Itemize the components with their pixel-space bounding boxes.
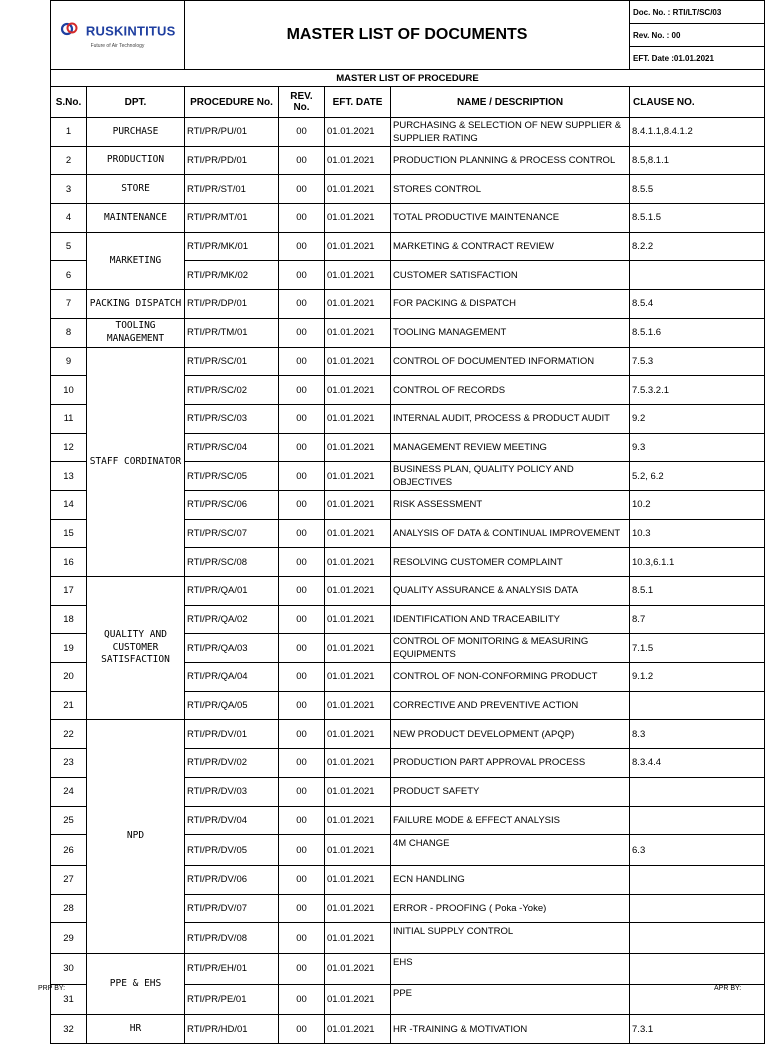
row-eft-date: 01.01.2021: [325, 1015, 391, 1044]
row-description: PRODUCTION PLANNING & PROCESS CONTROL: [391, 146, 630, 175]
row-description: TOTAL PRODUCTIVE MAINTENANCE: [391, 204, 630, 233]
document-sheet: [38, 0, 764, 1035]
eft-date: EFT. Date :01.01.2021: [630, 47, 765, 70]
table-row: [51, 318, 765, 347]
row-sno: 17: [51, 577, 87, 606]
row-procedure-no: RTI/PR/ST/01: [185, 175, 279, 204]
row-eft-date: 01.01.2021: [325, 984, 391, 1015]
row-procedure-no: RTI/PR/DP/01: [185, 290, 279, 319]
row-description: PRODUCTION PART APPROVAL PROCESS: [391, 749, 630, 778]
row-sno: 11: [51, 404, 87, 433]
row-description: BUSINESS PLAN, QUALITY POLICY AND OBJECTIVES: [391, 462, 630, 491]
row-procedure-no: RTI/PR/SC/07: [185, 519, 279, 548]
row-clause-no: 8.4.1.1,8.4.1.2: [630, 118, 765, 147]
row-eft-date: 01.01.2021: [325, 519, 391, 548]
row-procedure-no: RTI/PR/QA/01: [185, 577, 279, 606]
row-description: HR -TRAINING & MOTIVATION: [391, 1015, 630, 1044]
row-procedure-no: RTI/PR/MK/02: [185, 261, 279, 290]
row-clause-no: 8.3.4.4: [630, 749, 765, 778]
row-procedure-no: RTI/PR/SC/04: [185, 433, 279, 462]
row-description: TOOLING MANAGEMENT: [391, 318, 630, 347]
row-eft-date: 01.01.2021: [325, 318, 391, 347]
row-procedure-no: RTI/PR/DV/03: [185, 777, 279, 806]
row-procedure-no: RTI/PR/HD/01: [185, 1015, 279, 1044]
row-rev-no: 00: [279, 433, 325, 462]
row-eft-date: 01.01.2021: [325, 462, 391, 491]
row-sno: 23: [51, 749, 87, 778]
col-header-eft-date: EFT. DATE: [325, 87, 391, 118]
doc-no: Doc. No. : RTI/LT/SC/03: [630, 1, 765, 24]
row-clause-no: 8.7: [630, 605, 765, 634]
row-description: IDENTIFICATION AND TRACEABILITY: [391, 605, 630, 634]
row-description: ECN HANDLING: [391, 865, 630, 894]
row-description: CUSTOMER SATISFACTION: [391, 261, 630, 290]
row-eft-date: 01.01.2021: [325, 146, 391, 175]
row-description: RESOLVING CUSTOMER COMPLAINT: [391, 548, 630, 577]
row-description: PURCHASING & SELECTION OF NEW SUPPLIER & SUPPLIER RATING: [391, 118, 630, 147]
row-eft-date: 01.01.2021: [325, 923, 391, 954]
row-description: MANAGEMENT REVIEW MEETING: [391, 433, 630, 462]
row-procedure-no: RTI/PR/SC/06: [185, 490, 279, 519]
row-eft-date: 01.01.2021: [325, 490, 391, 519]
row-procedure-no: RTI/PR/EH/01: [185, 953, 279, 984]
row-rev-no: 00: [279, 1015, 325, 1044]
row-procedure-no: RTI/PR/DV/07: [185, 894, 279, 923]
row-rev-no: 00: [279, 146, 325, 175]
row-eft-date: 01.01.2021: [325, 175, 391, 204]
row-sno: 20: [51, 663, 87, 692]
column-headers: [51, 87, 765, 118]
row-eft-date: 01.01.2021: [325, 777, 391, 806]
row-rev-no: 00: [279, 376, 325, 405]
row-sno: 10: [51, 376, 87, 405]
row-eft-date: 01.01.2021: [325, 347, 391, 376]
row-eft-date: 01.01.2021: [325, 204, 391, 233]
row-rev-no: 00: [279, 720, 325, 749]
row-clause-no: 8.5.1.6: [630, 318, 765, 347]
row-sno: 24: [51, 777, 87, 806]
rev-no: Rev. No. : 00: [630, 24, 765, 47]
row-sno: 27: [51, 865, 87, 894]
row-procedure-no: RTI/PR/SC/05: [185, 462, 279, 491]
row-clause-no: [630, 984, 765, 1015]
row-description: CONTROL OF RECORDS: [391, 376, 630, 405]
row-eft-date: 01.01.2021: [325, 376, 391, 405]
row-clause-no: 10.3,6.1.1: [630, 548, 765, 577]
row-procedure-no: RTI/PR/SC/01: [185, 347, 279, 376]
table-row: [51, 204, 765, 233]
row-sno: 32: [51, 1015, 87, 1044]
row-clause-no: 9.2: [630, 404, 765, 433]
row-sno: 18: [51, 605, 87, 634]
col-header-description: NAME / DESCRIPTION: [391, 87, 630, 118]
row-rev-no: 00: [279, 894, 325, 923]
table-row: [51, 347, 765, 376]
approved-by-label: APR BY:: [714, 985, 742, 992]
row-clause-no: 8.5.1.5: [630, 204, 765, 233]
row-description: CONTROL OF DOCUMENTED INFORMATION: [391, 347, 630, 376]
row-sno: 3: [51, 175, 87, 204]
row-sno: 22: [51, 720, 87, 749]
row-rev-no: 00: [279, 634, 325, 663]
row-procedure-no: RTI/PR/QA/03: [185, 634, 279, 663]
row-department: PPE & EHS: [87, 953, 185, 1014]
row-rev-no: 00: [279, 548, 325, 577]
row-eft-date: 01.01.2021: [325, 290, 391, 319]
row-department: MARKETING: [87, 232, 185, 289]
row-procedure-no: RTI/PR/QA/04: [185, 663, 279, 692]
row-clause-no: 9.3: [630, 433, 765, 462]
row-rev-no: 00: [279, 806, 325, 835]
row-description: QUALITY ASSURANCE & ANALYSIS DATA: [391, 577, 630, 606]
row-clause-no: [630, 894, 765, 923]
row-eft-date: 01.01.2021: [325, 605, 391, 634]
row-clause-no: [630, 953, 765, 984]
row-sno: 21: [51, 691, 87, 720]
row-sno: 2: [51, 146, 87, 175]
row-eft-date: 01.01.2021: [325, 548, 391, 577]
row-procedure-no: RTI/PR/DV/06: [185, 865, 279, 894]
row-procedure-no: RTI/PR/QA/02: [185, 605, 279, 634]
row-clause-no: 7.1.5: [630, 634, 765, 663]
row-clause-no: [630, 691, 765, 720]
row-sno: 8: [51, 318, 87, 347]
row-rev-no: 00: [279, 691, 325, 720]
row-sno: 7: [51, 290, 87, 319]
row-description: INTERNAL AUDIT, PROCESS & PRODUCT AUDIT: [391, 404, 630, 433]
col-header-procedure-no: PROCEDURE No.: [185, 87, 279, 118]
row-sno: 16: [51, 548, 87, 577]
row-clause-no: 8.5.5: [630, 175, 765, 204]
row-procedure-no: RTI/PR/DV/08: [185, 923, 279, 954]
row-eft-date: 01.01.2021: [325, 749, 391, 778]
col-header-rev-no: REV. No.: [279, 87, 325, 118]
row-sno: 26: [51, 835, 87, 866]
row-department: STAFF CORDINATOR: [87, 347, 185, 577]
row-clause-no: 10.2: [630, 490, 765, 519]
header-table: [50, 0, 765, 1044]
row-rev-no: 00: [279, 290, 325, 319]
row-procedure-no: RTI/PR/PU/01: [185, 118, 279, 147]
row-description: ANALYSIS OF DATA & CONTINUAL IMPROVEMENT: [391, 519, 630, 548]
row-description: NEW PRODUCT DEVELOPMENT (APQP): [391, 720, 630, 749]
row-sno: 6: [51, 261, 87, 290]
row-procedure-no: RTI/PR/TM/01: [185, 318, 279, 347]
col-header-sno: S.No.: [51, 87, 87, 118]
row-rev-no: 00: [279, 175, 325, 204]
row-eft-date: 01.01.2021: [325, 261, 391, 290]
row-eft-date: 01.01.2021: [325, 720, 391, 749]
col-header-clause-no: CLAUSE NO.: [630, 87, 765, 118]
table-row: [51, 577, 765, 606]
row-description: ERROR - PROOFING ( Poka -Yoke): [391, 894, 630, 923]
row-sno: 13: [51, 462, 87, 491]
row-rev-no: 00: [279, 984, 325, 1015]
row-eft-date: 01.01.2021: [325, 634, 391, 663]
row-clause-no: [630, 806, 765, 835]
table-row: [51, 1015, 765, 1044]
row-eft-date: 01.01.2021: [325, 118, 391, 147]
row-sno: 30: [51, 953, 87, 984]
row-description: FOR PACKING & DISPATCH: [391, 290, 630, 319]
row-department: HR: [87, 1015, 185, 1044]
row-department: MAINTENANCE: [87, 204, 185, 233]
row-sno: 31: [51, 984, 87, 1015]
row-clause-no: 6.3: [630, 835, 765, 866]
row-description: FAILURE MODE & EFFECT ANALYSIS: [391, 806, 630, 835]
row-description: 4M CHANGE: [391, 835, 630, 866]
row-rev-no: 00: [279, 261, 325, 290]
row-rev-no: 00: [279, 462, 325, 491]
row-eft-date: 01.01.2021: [325, 894, 391, 923]
row-department: TOOLING MANAGEMENT: [87, 318, 185, 347]
row-eft-date: 01.01.2021: [325, 433, 391, 462]
row-eft-date: 01.01.2021: [325, 865, 391, 894]
table-row: [51, 720, 765, 749]
row-rev-no: 00: [279, 953, 325, 984]
row-rev-no: 00: [279, 318, 325, 347]
row-clause-no: 9.1.2: [630, 663, 765, 692]
row-procedure-no: RTI/PR/PE/01: [185, 984, 279, 1015]
row-procedure-no: RTI/PR/MT/01: [185, 204, 279, 233]
row-eft-date: 01.01.2021: [325, 691, 391, 720]
row-department: PRODUCTION: [87, 146, 185, 175]
table-row: [51, 290, 765, 319]
row-eft-date: 01.01.2021: [325, 577, 391, 606]
row-procedure-no: RTI/PR/QA/05: [185, 691, 279, 720]
row-rev-no: 00: [279, 118, 325, 147]
page-title: MASTER LIST OF DOCUMENTS: [185, 1, 630, 70]
row-sno: 5: [51, 232, 87, 261]
row-clause-no: 8.5,8.1.1: [630, 146, 765, 175]
row-rev-no: 00: [279, 605, 325, 634]
row-rev-no: 00: [279, 232, 325, 261]
row-rev-no: 00: [279, 749, 325, 778]
logo-tagline: Future of Air Technology: [90, 43, 145, 49]
row-sno: 14: [51, 490, 87, 519]
col-header-dept: DPT.: [87, 87, 185, 118]
row-eft-date: 01.01.2021: [325, 404, 391, 433]
row-sno: 4: [51, 204, 87, 233]
row-procedure-no: RTI/PR/SC/08: [185, 548, 279, 577]
row-eft-date: 01.01.2021: [325, 232, 391, 261]
row-rev-no: 00: [279, 519, 325, 548]
table-row: [51, 146, 765, 175]
row-description: MARKETING & CONTRACT REVIEW: [391, 232, 630, 261]
table-row: [51, 118, 765, 147]
company-logo: [51, 1, 185, 70]
row-rev-no: 00: [279, 923, 325, 954]
row-rev-no: 00: [279, 777, 325, 806]
row-description: EHS: [391, 953, 630, 984]
row-rev-no: 00: [279, 835, 325, 866]
row-description: INITIAL SUPPLY CONTROL: [391, 923, 630, 954]
row-sno: 19: [51, 634, 87, 663]
row-procedure-no: RTI/PR/SC/03: [185, 404, 279, 433]
row-description: CONTROL OF MONITORING & MEASURING EQUIPMENTS: [391, 634, 630, 663]
row-rev-no: 00: [279, 404, 325, 433]
row-rev-no: 00: [279, 204, 325, 233]
row-department: PACKING DISPATCH: [87, 290, 185, 319]
row-clause-no: 5.2, 6.2: [630, 462, 765, 491]
row-sno: 9: [51, 347, 87, 376]
row-clause-no: [630, 261, 765, 290]
row-procedure-no: RTI/PR/DV/05: [185, 835, 279, 866]
row-procedure-no: RTI/PR/DV/01: [185, 720, 279, 749]
row-eft-date: 01.01.2021: [325, 835, 391, 866]
logo-swirl-icon: [59, 21, 81, 42]
row-description: CORRECTIVE AND PREVENTIVE ACTION: [391, 691, 630, 720]
row-description: STORES CONTROL: [391, 175, 630, 204]
row-clause-no: 8.3: [630, 720, 765, 749]
row-rev-no: 00: [279, 663, 325, 692]
table-row: [51, 175, 765, 204]
row-clause-no: 7.5.3.2.1: [630, 376, 765, 405]
row-clause-no: 8.5.4: [630, 290, 765, 319]
row-clause-no: 7.3.1: [630, 1015, 765, 1044]
row-clause-no: 8.2.2: [630, 232, 765, 261]
row-eft-date: 01.01.2021: [325, 806, 391, 835]
row-description: RISK ASSESSMENT: [391, 490, 630, 519]
row-rev-no: 00: [279, 865, 325, 894]
logo-name-right: TITUS: [136, 23, 176, 39]
row-sno: 28: [51, 894, 87, 923]
row-procedure-no: RTI/PR/DV/02: [185, 749, 279, 778]
row-clause-no: 8.5.1: [630, 577, 765, 606]
row-department: STORE: [87, 175, 185, 204]
row-clause-no: [630, 923, 765, 954]
row-sno: 29: [51, 923, 87, 954]
row-sno: 25: [51, 806, 87, 835]
prepared-by-label: PRP BY:: [38, 985, 66, 992]
row-description: PRODUCT SAFETY: [391, 777, 630, 806]
row-eft-date: 01.01.2021: [325, 953, 391, 984]
row-sno: 1: [51, 118, 87, 147]
row-sno: 12: [51, 433, 87, 462]
row-sno: 15: [51, 519, 87, 548]
row-clause-no: 7.5.3: [630, 347, 765, 376]
row-clause-no: 10.3: [630, 519, 765, 548]
procedure-table-body: [51, 118, 765, 1044]
row-department: PURCHASE: [87, 118, 185, 147]
row-description: PPE: [391, 984, 630, 1015]
row-clause-no: [630, 777, 765, 806]
row-department: NPD: [87, 720, 185, 954]
row-eft-date: 01.01.2021: [325, 663, 391, 692]
row-rev-no: 00: [279, 577, 325, 606]
row-procedure-no: RTI/PR/MK/01: [185, 232, 279, 261]
row-rev-no: 00: [279, 347, 325, 376]
row-rev-no: 00: [279, 490, 325, 519]
row-department: QUALITY AND CUSTOMER SATISFACTION: [87, 577, 185, 720]
row-procedure-no: RTI/PR/PD/01: [185, 146, 279, 175]
row-clause-no: [630, 865, 765, 894]
logo-name-left: RUSKIN: [85, 23, 137, 39]
row-procedure-no: RTI/PR/DV/04: [185, 806, 279, 835]
row-procedure-no: RTI/PR/SC/02: [185, 376, 279, 405]
table-row: [51, 232, 765, 261]
row-description: CONTROL OF NON-CONFORMING PRODUCT: [391, 663, 630, 692]
section-subtitle: MASTER LIST OF PROCEDURE: [51, 70, 765, 87]
table-row: [51, 953, 765, 984]
